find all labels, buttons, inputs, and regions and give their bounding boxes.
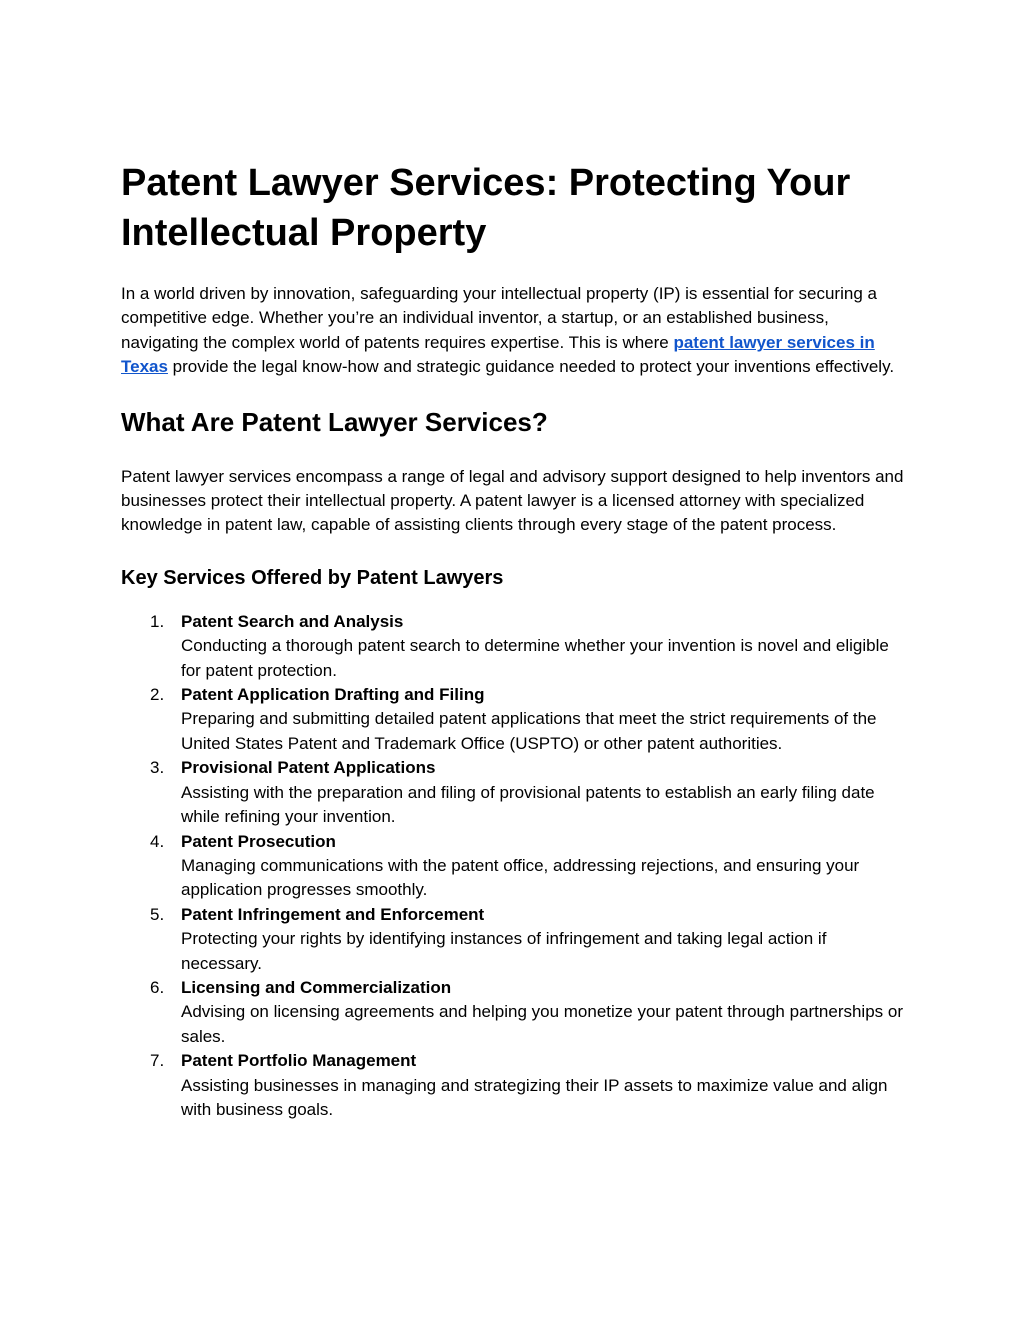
list-item xyxy=(121,976,911,1049)
list-item xyxy=(121,903,911,976)
list-item-description: Conducting a thorough patent search to determine whether your invention is novel and eligible for patent protection. xyxy=(181,636,889,680)
list-item-title: Patent Prosecution xyxy=(181,831,336,851)
document-title: Patent Lawyer Services: Protecting Your Intellectual Property xyxy=(121,162,851,254)
intro-text-before-link: In a world driven by innovation, safeguarding your intellectual property (IP) is essential for securing a competitive edge. Whether you’re an individual inventor, a startup, or an established business, navigating the complex world of patents requires expertise. This is where xyxy=(121,284,877,352)
list-item-number: 7. xyxy=(150,1051,165,1071)
section-heading-key-services: Key Services Offered by Patent Lawyers xyxy=(121,566,504,589)
list-item-description: Assisting with the preparation and filing of provisional patents to establish an early filing date while refining your invention. xyxy=(181,782,875,827)
list-item-number: 3. xyxy=(150,758,165,778)
list-item-title: Patent Portfolio Management xyxy=(181,1051,417,1071)
list-item xyxy=(121,1049,911,1122)
patent-lawyer-texas-link[interactable]: patent lawyer services in Texas xyxy=(121,332,875,377)
list-item-number: 4. xyxy=(150,831,165,851)
list-item-title: Patent Infringement and Enforcement xyxy=(181,904,485,924)
list-item-number: 5. xyxy=(150,904,165,924)
list-item xyxy=(121,756,911,829)
list-item-description: Managing communications with the patent office, addressing rejections, and ensuring your application progresses smoothly. xyxy=(181,855,860,900)
list-item-title: Patent Search and Analysis xyxy=(181,611,404,631)
key-services-list xyxy=(121,610,911,1123)
list-item-title: Licensing and Commercialization xyxy=(181,977,452,997)
section-heading-what-are-services: What Are Patent Lawyer Services? xyxy=(121,406,548,437)
list-item xyxy=(121,683,911,756)
section-paragraph-what-are-services: Patent lawyer services encompass a range of legal and advisory support designed to help inventors and businesses protect their intellectual property. A patent lawyer is a licensed attorney with specialized knowledge in patent law, capable of assisting clients through every stage of the patent process. xyxy=(121,466,904,535)
list-item-number: 6. xyxy=(150,977,165,997)
list-item-description: Preparing and submitting detailed patent applications that meet the strict requirements of the United States Patent and Trademark Office (USPTO) or other patent authorities. xyxy=(181,709,877,753)
list-item-description: Protecting your rights by identifying instances of infringement and taking legal action if necessary. xyxy=(181,929,827,973)
list-item-description: Advising on licensing agreements and helping you monetize your patent through partnerships or sales. xyxy=(181,1002,904,1046)
list-item-number: 2. xyxy=(150,685,165,705)
list-item-title: Patent Application Drafting and Filing xyxy=(181,685,485,705)
list-item-title: Provisional Patent Applications xyxy=(181,758,436,778)
list-item xyxy=(121,610,911,683)
document-page xyxy=(121,158,911,1122)
list-item-number: 1. xyxy=(150,611,165,631)
list-item xyxy=(121,830,911,903)
intro-text-after-link: provide the legal know-how and strategic guidance needed to protect your inventions effectively. xyxy=(167,357,895,377)
list-item-description: Assisting businesses in managing and strategizing their IP assets to maximize value and align with business goals. xyxy=(181,1075,888,1119)
intro-paragraph xyxy=(121,282,911,380)
